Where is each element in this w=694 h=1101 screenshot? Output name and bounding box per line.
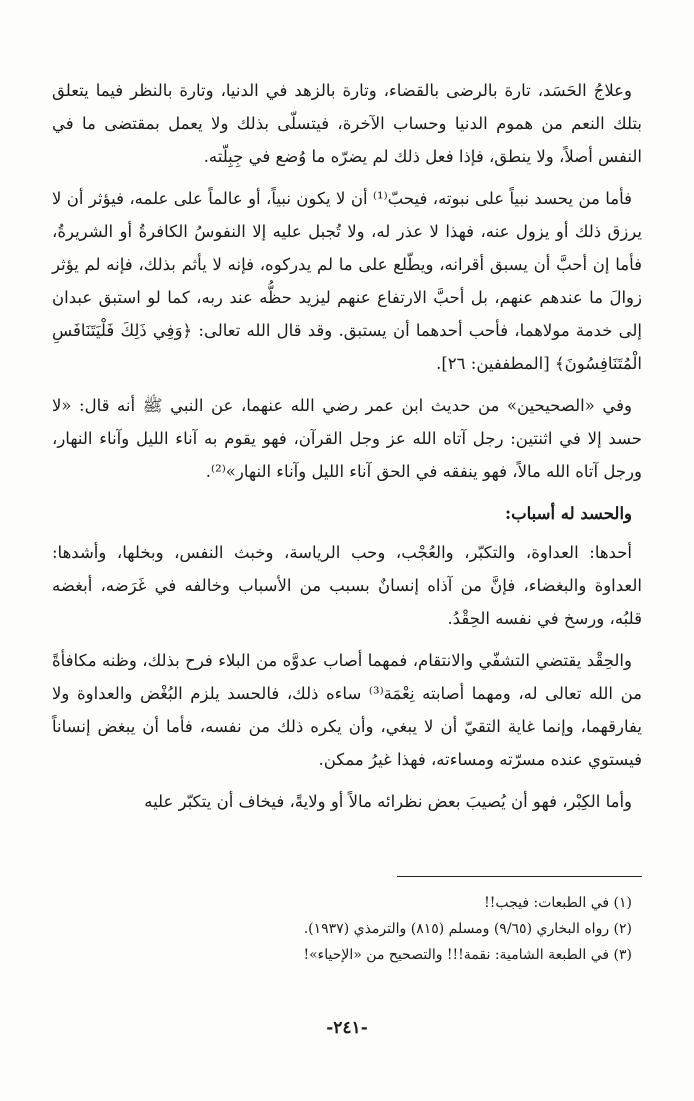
footnote-separator	[397, 876, 642, 877]
footnote-1: (١) في الطبعات: فيجب!!	[484, 895, 632, 911]
paragraph-pride: وأما الكِبْر، فهو أن يُصيبَ بعض نظرائه مالاً أو ولايةً، فيخاف أن يتكبّر عليه	[144, 792, 632, 811]
page-number: -٢٤١-	[326, 1018, 368, 1038]
paragraph-causes: أحدها: العداوة، والتكبّر، والعُجْب، وحب الرياسة، وخبث النفس، وبخلها، وأشدها: العداوة والبغضاء، فإنَّ من آذاه إنسانٌ بسبب من الأسباب وخالفه في غَرَضه، أبغضه قلبُه، ورسخ في نفسه الحِقْدُ.	[52, 543, 642, 628]
main-text	[52, 74, 642, 827]
paragraph-remedy: وعلاجُ الحَسَد، تارة بالرضى بالقضاء، وتارة بالزهد في الدنيا، وتارة بالنظر فيما يتعلق بتلك النعم من هموم الدنيا وحساب الآخرة، فيتسلّى بذلك ولا يعمل بمقتضى ما في النفس أصلاً، ولا ينطق، فإذا فعل ذلك لم يضرّه ما وُضع في جِبِلّته.	[52, 81, 642, 166]
footnote-2: (٢) رواه البخاري (٩/٦٥) ومسلم (٨١٥) والترمذي (١٩٣٧).	[303, 921, 632, 937]
section-heading: والحسد له أسباب:	[504, 504, 632, 523]
footnote-3: (٣) في الطبعة الشامية: نقمة!!! والتصحيح من «الإحياء»!	[303, 947, 632, 963]
paragraph-hatred: والحِقْد يقتضي التشفّي والانتقام، فمهما أصاب عدوَّه من البلاء فرح بذلك، وظنه مكافأةً من الله تعالى له، ومهما أصابته نِعْمَة⁽³⁾ ساءه ذلك، فالحسد يلزم البُغْض والعداوة ولا يفارقهما، وإنما غاية التقيّ أن لا يبغي، وأن يكره ذلك من نفسه، فأما أن يبغض إنساناً فيستوي عنده مسرّته ومساءته، فهذا غيرُ ممكن.	[52, 651, 642, 769]
paragraph-envy-prophet: فأما من يحسد نبياً على نبوته، فيحبّ⁽¹⁾ أن لا يكون نبياً، أو عالماً على علمه، فيؤثر أن لا يرزق ذلك أو يزول عنه، فهذا لا عذر له، ولا تُجبل عليه إلا النفوسُ الكافرةُ أو الشريرةُ، فأما إن أحبَّ أن يسبق أقرانه، ويطّلع على ما لم يدركوه، فإنه لا يأثم بذلك، فإنه لم يؤثر زوالَ ما عندهم عنهم، بل أحبَّ الارتفاع عنهم ليزيد حظُّه عند ربه، كما لو استبق عبدان إلى خدمة مولاهما، فأحب أحدهما أن يستبق. وقد قال الله تعالى: ﴿وَفِي ذَلِكَ فَلْيَتَنَافَسِ الْمُتَنَافِسُونَ﴾ [المطففين: ٢٦].	[52, 189, 642, 373]
paragraph-hadith: وفي «الصحيحين» من حديث ابن عمر رضي الله عنهما، عن النبي ﷺ أنه قال: «لا حسد إلا في اثنتين: رجل آتاه الله عز وجل القرآن، فهو يقوم به آناء الليل وآناء النهار، ورجل آتاه الله مالاً، فهو ينفقه في الحق آناء الليل وآناء النهار»⁽²⁾.	[52, 396, 642, 481]
footnotes	[52, 890, 642, 968]
